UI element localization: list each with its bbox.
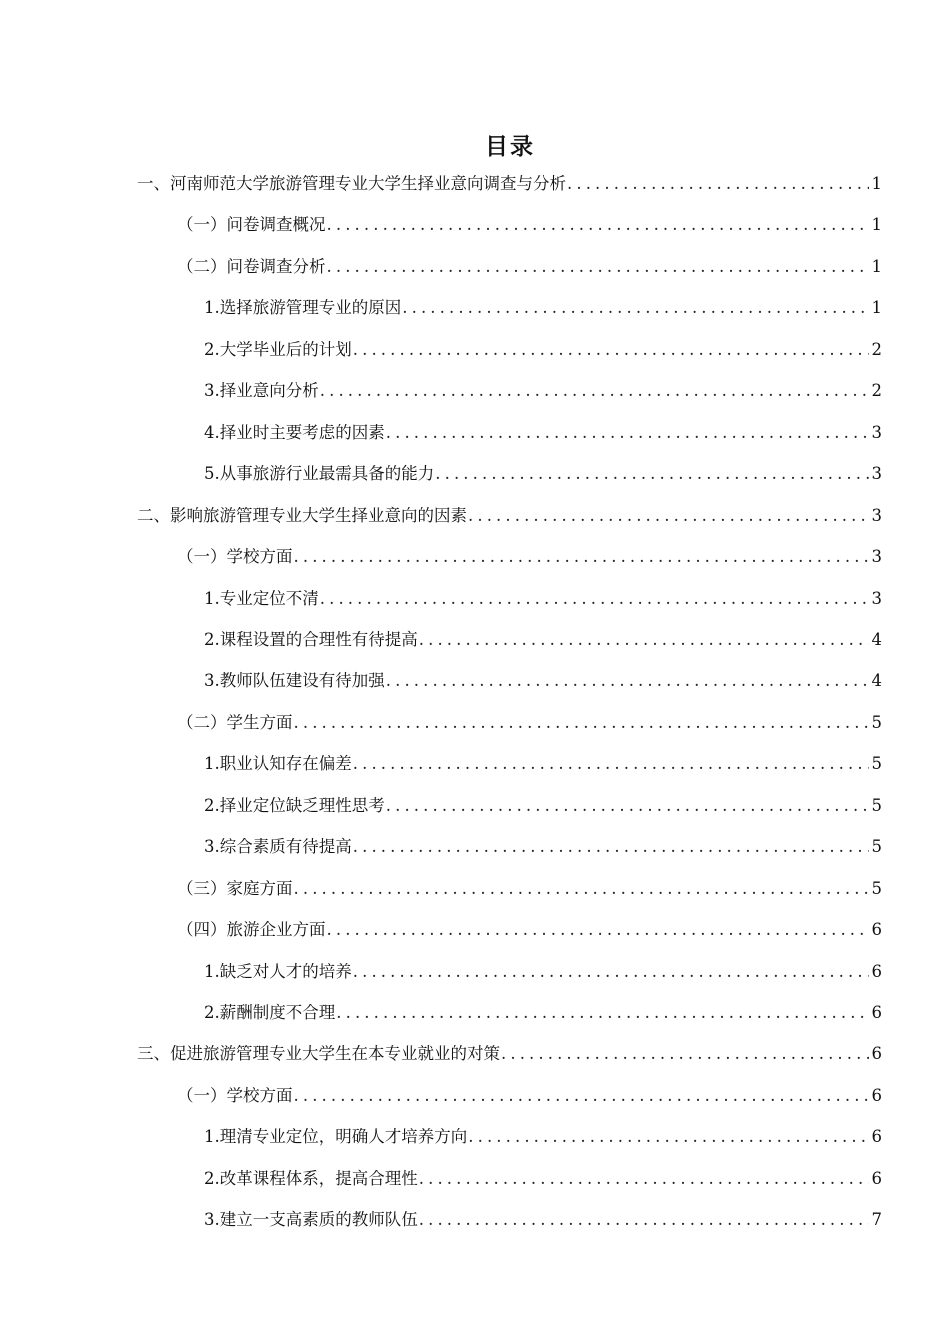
toc-entry-page-number: 2 [871, 340, 882, 359]
toc-entry[interactable] [204, 669, 882, 693]
toc-dot-leader [327, 255, 869, 279]
toc-entry-page-number: 7 [871, 1210, 882, 1229]
toc-entry-label: 1.专业定位不清 [204, 589, 319, 608]
toc-entry[interactable] [177, 877, 882, 901]
toc-dot-leader [501, 1042, 869, 1066]
toc-dot-leader [567, 172, 869, 196]
toc-entry[interactable] [204, 1208, 882, 1232]
toc-entry-label: （一）问卷调查概况 [177, 215, 326, 234]
toc-entry[interactable] [204, 587, 882, 611]
toc-entry-page-number: 5 [871, 796, 882, 815]
toc-entry-page-number: 4 [871, 671, 882, 690]
toc-dot-leader [353, 338, 869, 362]
toc-entry[interactable] [204, 462, 882, 486]
toc-entry-label: （一）学校方面 [177, 1086, 293, 1105]
toc-entry-page-number: 1 [871, 257, 882, 276]
toc-entry-page-number: 6 [871, 1003, 882, 1022]
toc-entry[interactable] [137, 1042, 882, 1066]
toc-dot-leader [419, 1208, 869, 1232]
toc-entry[interactable] [204, 1167, 882, 1191]
toc-dot-leader [419, 628, 869, 652]
toc-title: 目录 [485, 134, 535, 160]
toc-entry-label: 3.教师队伍建设有待加强 [204, 671, 385, 690]
toc-entry-page-number: 5 [871, 837, 882, 856]
toc-entry-label: 1.选择旅游管理专业的原因 [204, 298, 402, 317]
toc-entry[interactable] [177, 255, 882, 279]
toc-entry-label: （三）家庭方面 [177, 879, 293, 898]
toc-dot-leader [386, 669, 869, 693]
toc-dot-leader [435, 462, 868, 486]
toc-entry-label: 3.综合素质有待提高 [204, 837, 352, 856]
toc-dot-leader [320, 379, 869, 403]
toc-entry-label: 2.择业定位缺乏理性思考 [204, 796, 385, 815]
toc-entry-page-number: 6 [871, 1086, 882, 1105]
toc-entry[interactable] [204, 752, 882, 776]
toc-entry[interactable] [204, 1125, 882, 1149]
toc-dot-leader [468, 504, 869, 528]
toc-entry-label: 2.课程设置的合理性有待提高 [204, 630, 418, 649]
toc-dot-leader [294, 545, 869, 569]
toc-entry[interactable] [204, 960, 882, 984]
toc-entry-page-number: 6 [871, 962, 882, 981]
toc-entry-page-number: 5 [871, 879, 882, 898]
toc-entry-page-number: 5 [871, 713, 882, 732]
toc-entry-label: 3.建立一支高素质的教师队伍 [204, 1210, 418, 1229]
toc-entry[interactable] [177, 1084, 882, 1108]
toc-entry-page-number: 3 [871, 547, 882, 566]
toc-dot-leader [294, 711, 869, 735]
toc-dot-leader [419, 1167, 869, 1191]
toc-entry-label: 4.择业时主要考虑的因素 [204, 423, 385, 442]
toc-entry-label: 2.改革课程体系，提高合理性 [204, 1169, 418, 1188]
toc-dot-leader [353, 752, 869, 776]
toc-dot-leader [336, 1001, 868, 1025]
toc-entry[interactable] [177, 918, 882, 942]
toc-entry-label: 3.择业意向分析 [204, 381, 319, 400]
toc-entry-page-number: 3 [871, 464, 882, 483]
toc-entry[interactable] [137, 172, 882, 196]
toc-entry[interactable] [204, 1001, 882, 1025]
toc-entry-page-number: 3 [871, 506, 882, 525]
toc-entry-page-number: 6 [871, 1169, 882, 1188]
toc-dot-leader [353, 960, 869, 984]
toc-entry-label: 二、影响旅游管理专业大学生择业意向的因素 [137, 506, 467, 525]
toc-dot-leader [327, 918, 869, 942]
toc-entry[interactable] [177, 545, 882, 569]
toc-entry-page-number: 1 [871, 298, 882, 317]
toc-entry-label: （一）学校方面 [177, 547, 293, 566]
toc-entry-label: （二）学生方面 [177, 713, 293, 732]
toc-entry-page-number: 2 [871, 381, 882, 400]
toc-entry[interactable] [177, 711, 882, 735]
toc-entry[interactable] [204, 421, 882, 445]
toc-dot-leader [402, 296, 868, 320]
toc-entry-label: 2.薪酬制度不合理 [204, 1003, 336, 1022]
toc-entry-label: 1.理清专业定位，明确人才培养方向 [204, 1127, 468, 1146]
toc-entry-label: 2.大学毕业后的计划 [204, 340, 352, 359]
toc-entry[interactable] [204, 835, 882, 859]
toc-dot-leader [320, 587, 869, 611]
toc-entry-label: 1.职业认知存在偏差 [204, 754, 352, 773]
toc-entry-page-number: 1 [871, 215, 882, 234]
toc-entry-page-number: 1 [871, 174, 882, 193]
toc-dot-leader [353, 835, 869, 859]
toc-entry-label: 5.从事旅游行业最需具备的能力 [204, 464, 435, 483]
toc-entry-label: 三、促进旅游管理专业大学生在本专业就业的对策 [137, 1044, 500, 1063]
toc-entry-label: 一、河南师范大学旅游管理专业大学生择业意向调查与分析 [137, 174, 566, 193]
toc-entry[interactable] [204, 794, 882, 818]
toc-entry-page-number: 6 [871, 920, 882, 939]
toc-entry[interactable] [137, 504, 882, 528]
toc-entry-page-number: 4 [871, 630, 882, 649]
toc-entry-label: 1.缺乏对人才的培养 [204, 962, 352, 981]
toc-entry-page-number: 6 [871, 1127, 882, 1146]
toc-entry[interactable] [204, 338, 882, 362]
toc-dot-leader [294, 877, 869, 901]
toc-entry-label: （二）问卷调查分析 [177, 257, 326, 276]
toc-dot-leader [294, 1084, 869, 1108]
toc-entry[interactable] [204, 379, 882, 403]
toc-dot-leader [386, 421, 869, 445]
toc-entry[interactable] [177, 213, 882, 237]
toc-entry-page-number: 3 [871, 589, 882, 608]
toc-entry[interactable] [204, 296, 882, 320]
toc-entry-page-number: 6 [871, 1044, 882, 1063]
toc-dot-leader [468, 1125, 868, 1149]
toc-entry[interactable] [204, 628, 882, 652]
toc-entry-label: （四）旅游企业方面 [177, 920, 326, 939]
toc-entry-page-number: 3 [871, 423, 882, 442]
toc-dot-leader [386, 794, 869, 818]
toc-entry-page-number: 5 [871, 754, 882, 773]
toc-dot-leader [327, 213, 869, 237]
